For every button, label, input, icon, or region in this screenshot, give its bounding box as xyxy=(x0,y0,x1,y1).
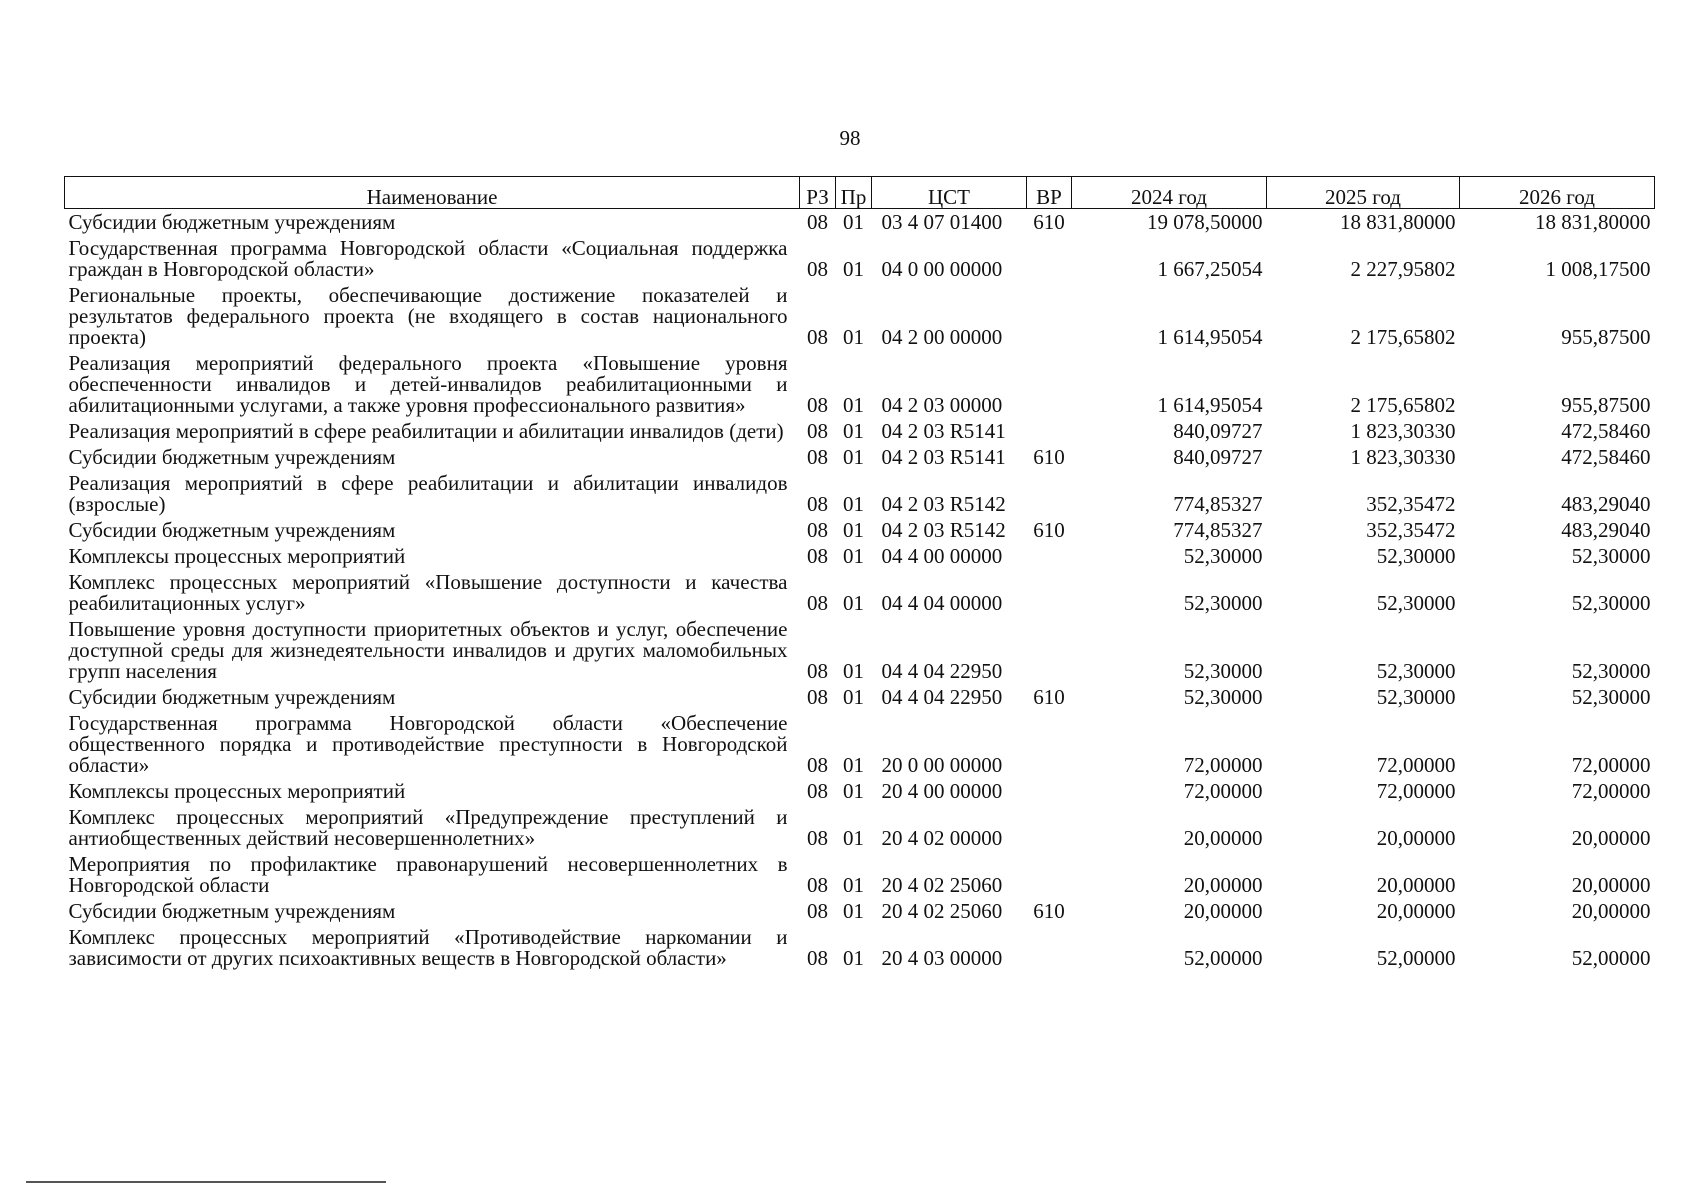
row-rz: 08 xyxy=(807,873,828,897)
row-rz: 08 xyxy=(807,492,828,516)
row-amount-2024: 774,85327 xyxy=(1173,518,1263,542)
row-vr: 610 xyxy=(1033,685,1065,709)
row-pr: 01 xyxy=(843,419,864,443)
header-vr: ВР xyxy=(1027,177,1072,209)
row-rz: 08 xyxy=(807,779,828,803)
row-amount-2025: 20,00000 xyxy=(1376,873,1456,897)
row-amount-2024: 52,30000 xyxy=(1183,544,1263,568)
row-amount-2026: 955,87500 xyxy=(1561,325,1651,349)
row-amount-2024: 20,00000 xyxy=(1183,873,1263,897)
table-row xyxy=(65,804,1655,851)
row-name: Комплекс процессных мероприятий «Повышение доступности и качества реабилитационных услуг» xyxy=(68,570,788,615)
budget-table xyxy=(64,176,1655,971)
row-name: Реализация мероприятий федерального проекта «Повышение уровня обеспеченности инвалидов и детей-инвалидов реабилитационными и абилитационными услугами, а также уровня профессионального развития» xyxy=(68,351,788,417)
row-amount-2025: 52,30000 xyxy=(1376,591,1456,615)
row-cst: 04 2 00 00000 xyxy=(881,325,1003,349)
row-amount-2026: 20,00000 xyxy=(1571,826,1651,850)
row-amount-2026: 472,58460 xyxy=(1561,445,1651,469)
row-pr: 01 xyxy=(843,518,864,542)
row-cst: 20 4 02 25060 xyxy=(881,873,1003,897)
footnote-rule xyxy=(26,1181,386,1183)
row-pr: 01 xyxy=(843,899,864,923)
table-row xyxy=(65,778,1655,804)
row-amount-2024: 52,00000 xyxy=(1183,946,1263,970)
row-rz: 08 xyxy=(807,753,828,777)
row-cst: 04 4 04 00000 xyxy=(881,591,1003,615)
row-amount-2025: 20,00000 xyxy=(1376,899,1456,923)
row-name: Комплексы процессных мероприятий xyxy=(68,544,406,568)
row-vr: 610 xyxy=(1033,899,1065,923)
row-vr xyxy=(1027,569,1072,616)
row-amount-2025: 2 175,65802 xyxy=(1350,325,1456,349)
row-amount-2024: 19 078,50000 xyxy=(1147,210,1263,234)
row-cst: 04 4 04 22950 xyxy=(881,685,1003,709)
row-name: Комплекс процессных мероприятий «Предупреждение преступлений и антиобщественных действий несовершеннолетних» xyxy=(68,805,788,850)
table-row xyxy=(65,350,1655,418)
row-amount-2024: 840,09727 xyxy=(1173,419,1263,443)
table-row xyxy=(65,444,1655,470)
row-cst: 04 0 00 00000 xyxy=(881,257,1003,281)
row-rz: 08 xyxy=(807,544,828,568)
row-amount-2024: 72,00000 xyxy=(1183,753,1263,777)
row-cst: 04 4 00 00000 xyxy=(881,544,1003,568)
row-pr: 01 xyxy=(843,325,864,349)
row-cst: 04 4 04 22950 xyxy=(881,659,1003,683)
row-cst: 20 0 00 00000 xyxy=(881,753,1003,777)
row-rz: 08 xyxy=(807,419,828,443)
row-name: Мероприятия по профилактике правонарушений несовершеннолетних в Новгородской области xyxy=(68,852,788,897)
row-rz: 08 xyxy=(807,659,828,683)
row-rz: 08 xyxy=(807,325,828,349)
table-row xyxy=(65,209,1655,236)
row-amount-2024: 1 614,95054 xyxy=(1157,393,1263,417)
row-rz: 08 xyxy=(807,899,828,923)
row-amount-2026: 20,00000 xyxy=(1571,899,1651,923)
row-pr: 01 xyxy=(843,659,864,683)
row-name: Субсидии бюджетным учреждениям xyxy=(68,685,396,709)
row-pr: 01 xyxy=(843,685,864,709)
row-vr xyxy=(1027,282,1072,350)
row-name: Государственная программа Новгородской области «Социальная поддержка граждан в Новгородской области» xyxy=(68,236,788,281)
row-vr xyxy=(1027,778,1072,804)
row-amount-2024: 1 614,95054 xyxy=(1157,325,1263,349)
row-vr xyxy=(1027,418,1072,444)
row-amount-2025: 352,35472 xyxy=(1366,492,1456,516)
row-amount-2024: 1 667,25054 xyxy=(1157,257,1263,281)
table-row xyxy=(65,418,1655,444)
row-vr: 610 xyxy=(1033,518,1065,542)
row-amount-2026: 72,00000 xyxy=(1571,753,1651,777)
row-amount-2025: 2 227,95802 xyxy=(1350,257,1456,281)
row-amount-2025: 52,30000 xyxy=(1376,685,1456,709)
row-rz: 08 xyxy=(807,210,828,234)
table-row xyxy=(65,924,1655,971)
page-number: 98 xyxy=(839,126,861,150)
row-rz: 08 xyxy=(807,518,828,542)
row-amount-2026: 955,87500 xyxy=(1561,393,1651,417)
row-amount-2026: 18 831,80000 xyxy=(1535,210,1651,234)
row-name: Комплекс процессных мероприятий «Противодействие наркомании и зависимости от других психоактивных веществ в Новгородской области» xyxy=(68,925,788,970)
row-pr: 01 xyxy=(843,753,864,777)
row-rz: 08 xyxy=(807,685,828,709)
header-year-2026: 2026 год xyxy=(1460,177,1655,209)
row-name: Субсидии бюджетным учреждениям xyxy=(68,445,396,469)
header-name: Наименование xyxy=(65,177,800,209)
row-amount-2026: 52,30000 xyxy=(1571,685,1651,709)
row-name: Субсидии бюджетным учреждениям xyxy=(68,210,396,234)
table-row xyxy=(65,517,1655,543)
table-body xyxy=(65,209,1655,972)
row-amount-2024: 72,00000 xyxy=(1183,779,1263,803)
row-cst: 20 4 02 00000 xyxy=(881,826,1003,850)
header-year-2025: 2025 год xyxy=(1267,177,1460,209)
row-vr: 610 xyxy=(1033,445,1065,469)
row-name: Субсидии бюджетным учреждениям xyxy=(68,899,396,923)
row-pr: 01 xyxy=(843,492,864,516)
row-amount-2025: 2 175,65802 xyxy=(1350,393,1456,417)
row-amount-2026: 20,00000 xyxy=(1571,873,1651,897)
row-amount-2025: 72,00000 xyxy=(1376,753,1456,777)
row-amount-2026: 52,00000 xyxy=(1571,946,1651,970)
row-amount-2025: 352,35472 xyxy=(1366,518,1456,542)
row-amount-2026: 52,30000 xyxy=(1571,544,1651,568)
row-amount-2026: 72,00000 xyxy=(1571,779,1651,803)
row-rz: 08 xyxy=(807,946,828,970)
row-cst: 20 4 02 25060 xyxy=(881,899,1003,923)
row-name: Повышение уровня доступности приоритетных объектов и услуг, обеспечение доступной среды для жизнедеятельности инвалидов и других маломобильных групп населения xyxy=(68,617,788,683)
row-amount-2025: 18 831,80000 xyxy=(1340,210,1456,234)
table-row xyxy=(65,898,1655,924)
row-amount-2024: 52,30000 xyxy=(1183,591,1263,615)
row-pr: 01 xyxy=(843,779,864,803)
row-amount-2024: 774,85327 xyxy=(1173,492,1263,516)
table-header xyxy=(65,177,1655,209)
row-amount-2025: 52,00000 xyxy=(1376,946,1456,970)
row-vr xyxy=(1027,470,1072,517)
row-vr: 610 xyxy=(1033,210,1065,234)
row-rz: 08 xyxy=(807,257,828,281)
row-amount-2025: 1 823,30330 xyxy=(1350,419,1456,443)
table-row xyxy=(65,569,1655,616)
row-amount-2024: 52,30000 xyxy=(1183,659,1263,683)
row-amount-2026: 483,29040 xyxy=(1561,492,1651,516)
row-pr: 01 xyxy=(843,591,864,615)
header-rz: РЗ xyxy=(800,177,836,209)
table-row xyxy=(65,616,1655,684)
row-vr xyxy=(1027,235,1072,282)
row-pr: 01 xyxy=(843,946,864,970)
row-vr xyxy=(1027,851,1072,898)
row-pr: 01 xyxy=(843,257,864,281)
row-rz: 08 xyxy=(807,591,828,615)
row-pr: 01 xyxy=(843,210,864,234)
row-cst: 03 4 07 01400 xyxy=(881,210,1003,234)
table-row xyxy=(65,543,1655,569)
row-amount-2024: 840,09727 xyxy=(1173,445,1263,469)
row-vr xyxy=(1027,350,1072,418)
header-year-2024: 2024 год xyxy=(1072,177,1267,209)
row-amount-2026: 52,30000 xyxy=(1571,659,1651,683)
row-pr: 01 xyxy=(843,873,864,897)
row-vr xyxy=(1027,924,1072,971)
row-cst: 04 2 03 R5141 xyxy=(881,445,1006,469)
row-name: Комплексы процессных мероприятий xyxy=(68,779,406,803)
row-vr xyxy=(1027,804,1072,851)
row-name: Реализация мероприятий в сфере реабилитации и абилитации инвалидов (взрослые) xyxy=(68,471,788,516)
row-amount-2026: 1 008,17500 xyxy=(1545,257,1651,281)
row-name: Государственная программа Новгородской области «Обеспечение общественного порядка и противодействие преступности в Новгородской области» xyxy=(68,711,788,777)
row-cst: 04 2 03 R5142 xyxy=(881,518,1006,542)
row-amount-2026: 52,30000 xyxy=(1571,591,1651,615)
row-amount-2025: 52,30000 xyxy=(1376,659,1456,683)
row-cst: 20 4 00 00000 xyxy=(881,779,1003,803)
row-amount-2024: 20,00000 xyxy=(1183,899,1263,923)
table-row xyxy=(65,684,1655,710)
header-cst: ЦСТ xyxy=(872,177,1027,209)
table-row xyxy=(65,235,1655,282)
table-row xyxy=(65,710,1655,778)
row-pr: 01 xyxy=(843,445,864,469)
row-vr xyxy=(1027,616,1072,684)
row-rz: 08 xyxy=(807,826,828,850)
row-amount-2024: 20,00000 xyxy=(1183,826,1263,850)
row-cst: 04 2 03 R5141 xyxy=(881,419,1006,443)
header-pr: Пр xyxy=(836,177,872,209)
row-amount-2025: 1 823,30330 xyxy=(1350,445,1456,469)
row-pr: 01 xyxy=(843,544,864,568)
row-amount-2025: 52,30000 xyxy=(1376,544,1456,568)
row-rz: 08 xyxy=(807,445,828,469)
row-name: Реализация мероприятий в сфере реабилитации и абилитации инвалидов (дети) xyxy=(68,419,784,443)
table-row xyxy=(65,282,1655,350)
row-cst: 04 2 03 00000 xyxy=(881,393,1003,417)
row-pr: 01 xyxy=(843,826,864,850)
row-amount-2024: 52,30000 xyxy=(1183,685,1263,709)
row-vr xyxy=(1027,543,1072,569)
row-pr: 01 xyxy=(843,393,864,417)
row-vr xyxy=(1027,710,1072,778)
row-name: Региональные проекты, обеспечивающие достижение показателей и результатов федерального проекта (не входящего в состав национального проекта) xyxy=(68,283,788,349)
row-rz: 08 xyxy=(807,393,828,417)
row-amount-2025: 20,00000 xyxy=(1376,826,1456,850)
row-amount-2025: 72,00000 xyxy=(1376,779,1456,803)
row-cst: 20 4 03 00000 xyxy=(881,946,1003,970)
table-row xyxy=(65,470,1655,517)
row-name: Субсидии бюджетным учреждениям xyxy=(68,518,396,542)
row-amount-2026: 472,58460 xyxy=(1561,419,1651,443)
table-row xyxy=(65,851,1655,898)
row-cst: 04 2 03 R5142 xyxy=(881,492,1006,516)
row-amount-2026: 483,29040 xyxy=(1561,518,1651,542)
